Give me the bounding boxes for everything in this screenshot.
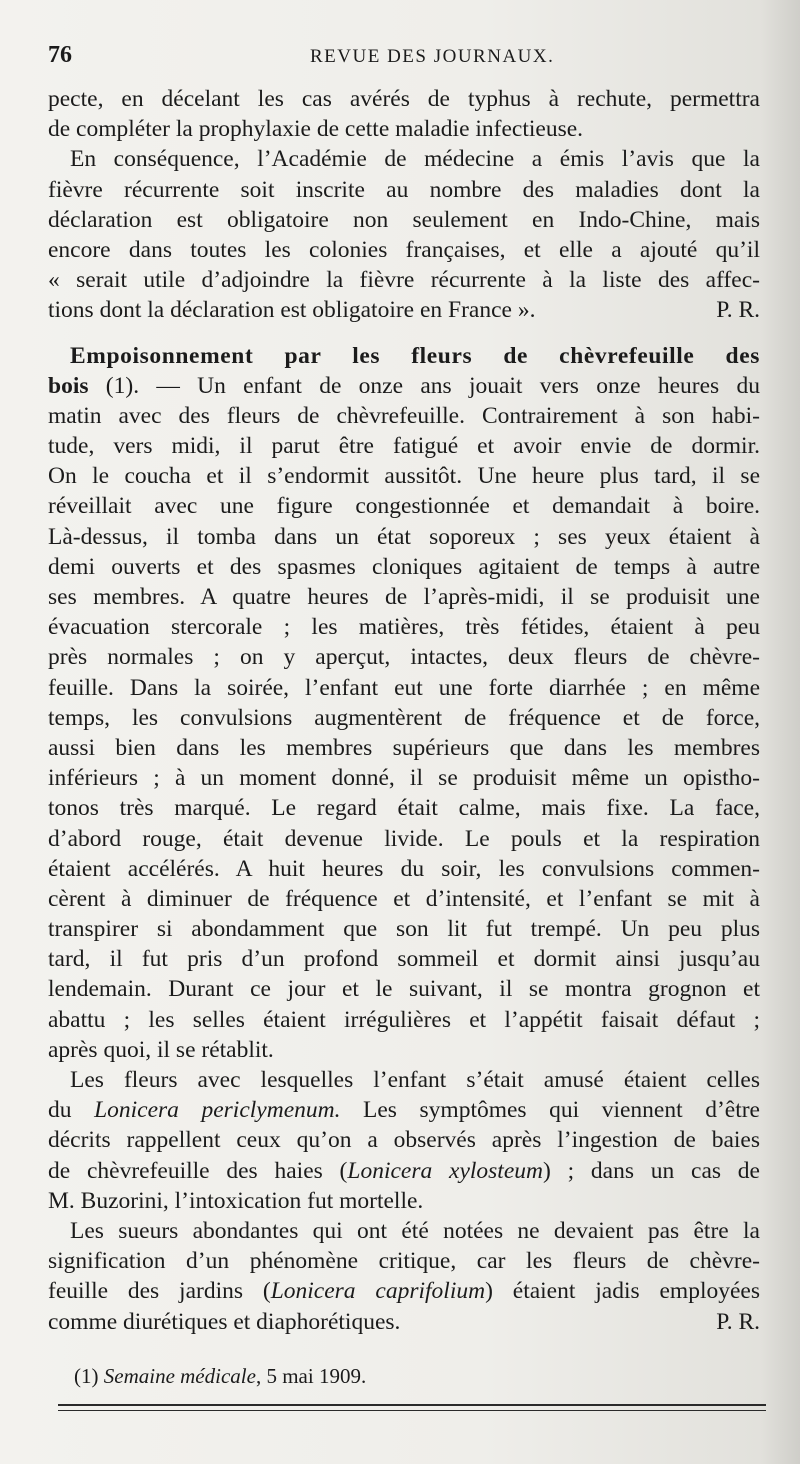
running-title: REVUE DES JOURNAUX. xyxy=(310,46,555,67)
text-line: réveillait avec une figure congestionnée et demandait à boire. xyxy=(48,493,760,520)
text-line: « serait utile d’adjoindre la fièvre récurrente à la liste des affec- xyxy=(48,267,760,294)
text-span: (1). — Un enfant de onze ans jouait vers onze heures du xyxy=(88,372,760,399)
text-line: déclaration est obligatoire non seulement en Indo-Chine, mais xyxy=(48,206,760,233)
text-line: En conséquence, l’Académie de médecine a émis l’avis que la xyxy=(70,146,760,173)
text-line-signed xyxy=(48,1307,760,1337)
text-line: feuille. Dans la soirée, l’enfant eut une forte diarrhée ; en même xyxy=(48,674,760,701)
text-line xyxy=(48,1156,760,1186)
text-line: étaient accélérés. A huit heures du soir, les convulsions commen- xyxy=(48,855,760,882)
text-line: ses membres. A quatre heures de l’après-midi, il se produisit une xyxy=(48,584,760,610)
text-line: évacuation stercorale ; les matières, très fétides, étaient à peu xyxy=(48,614,760,641)
text-line: matin avec des fleurs de chèvrefeuille. Contrairement à son habi- xyxy=(48,402,760,429)
text-line: M. Buzorini, l’intoxication fut mortelle. xyxy=(48,1187,424,1214)
section-gap xyxy=(48,326,760,341)
text-line: temps, les convulsions augmentèrent de fréquence et de force, xyxy=(48,704,760,731)
text-line: Les fleurs avec lesquelles l’enfant s’était amusé étaient celles xyxy=(70,1067,760,1093)
text-span: ) ; dans un cas de xyxy=(542,1157,760,1184)
text-line: tude, vers midi, il parut être fatigué et avoir envie de dormir. xyxy=(48,433,760,460)
text-line: transpirer si abondamment que son lit fut trempé. Un peu plus xyxy=(48,916,760,943)
text-line: tonos très marqué. Le regard était calme, mais fixe. La face, xyxy=(48,795,760,822)
text-line: cèrent à diminuer de fréquence et d’intensité, et l’enfant se mit à xyxy=(48,885,760,912)
article-title-continued xyxy=(48,371,760,401)
text-line: après quoi, il se rétablit. xyxy=(48,1036,274,1063)
page-number: 76 xyxy=(48,42,72,68)
text-span: comme diurétiques et diaphorétiques. xyxy=(48,1308,401,1335)
text-span: Les symptômes qui viennent d’être xyxy=(340,1097,760,1124)
text-line xyxy=(48,1276,760,1306)
text-span: ) étaient jadis employées xyxy=(485,1278,760,1305)
text-span: du xyxy=(48,1097,95,1124)
footnote xyxy=(74,1364,366,1389)
text-line: Les sueurs abondantes qui ont été notées ne devaient pas être la xyxy=(70,1217,760,1244)
footnote-date: , 5 mai 1909. xyxy=(255,1364,367,1388)
author-initials: P. R. xyxy=(716,1308,760,1335)
page-header xyxy=(48,42,748,74)
title-end: bois xyxy=(48,372,89,399)
text-line: tard, il fut pris d’un profond sommeil et dormit ainsi jusqu’au xyxy=(48,946,760,973)
text-line: Là-dessus, il tomba dans un état soporeux ; ses yeux étaient à xyxy=(48,523,760,550)
text-span: de chèvrefeuille des haies ( xyxy=(48,1157,348,1184)
text-line: lendemain. Durant ce jour et le suivant, il se montra grognon et xyxy=(48,976,760,1003)
text-line-signed xyxy=(48,295,760,325)
species-name: Lonicera periclymenum. xyxy=(94,1097,341,1124)
page-body xyxy=(48,84,760,1337)
footnote-marker: (1) xyxy=(74,1364,104,1388)
text-span: tions dont la déclaration est obligatoire en France ». xyxy=(48,297,536,324)
footnote-source: Semaine médicale xyxy=(103,1364,256,1388)
text-line: près normales ; on y aperçut, intactes, deux fleurs de chèvre- xyxy=(48,644,760,671)
text-line: aussi bien dans les membres supérieurs que dans les membres xyxy=(48,734,760,761)
text-line: signification d’un phénomène critique, car les fleurs de chèvre- xyxy=(48,1248,760,1275)
text-line: pecte, en décelant les cas avérés de typhus à rechute, permettra xyxy=(48,86,760,112)
article-title: Empoisonnement par les fleurs de chèvrefeuille des xyxy=(70,342,760,369)
text-line xyxy=(48,1095,760,1125)
author-initials: P. R. xyxy=(716,297,760,324)
text-line: abattu ; les selles étaient irrégulières et l’appétit faisait défaut ; xyxy=(48,1006,760,1033)
species-name: Lonicera caprifolium xyxy=(270,1278,486,1305)
text-line: encore dans toutes les colonies françaises, et elle a ajouté qu’il xyxy=(48,236,760,263)
text-line: demi ouverts et des spasmes cloniques agitaient de temps à autre xyxy=(48,553,760,580)
text-span: feuille des jardins ( xyxy=(48,1278,271,1305)
species-name: Lonicera xylosteum xyxy=(347,1157,543,1184)
text-line: de compléter la prophylaxie de cette maladie infectieuse. xyxy=(48,116,584,143)
text-line: fièvre récurrente soit inscrite au nombre des maladies dont la xyxy=(48,176,760,203)
text-line: d’abord rouge, était devenue livide. Le pouls et la respiration xyxy=(48,825,760,852)
text-line: décrits rappellent ceux qu’on a observés après l’ingestion de baies xyxy=(48,1127,760,1154)
text-line: inférieurs ; à un moment donné, il se produisit même un opistho- xyxy=(48,765,760,792)
text-line: On le coucha et il s’endormit aussitôt. Une heure plus tard, il se xyxy=(48,463,760,490)
bottom-rule xyxy=(58,1404,766,1411)
